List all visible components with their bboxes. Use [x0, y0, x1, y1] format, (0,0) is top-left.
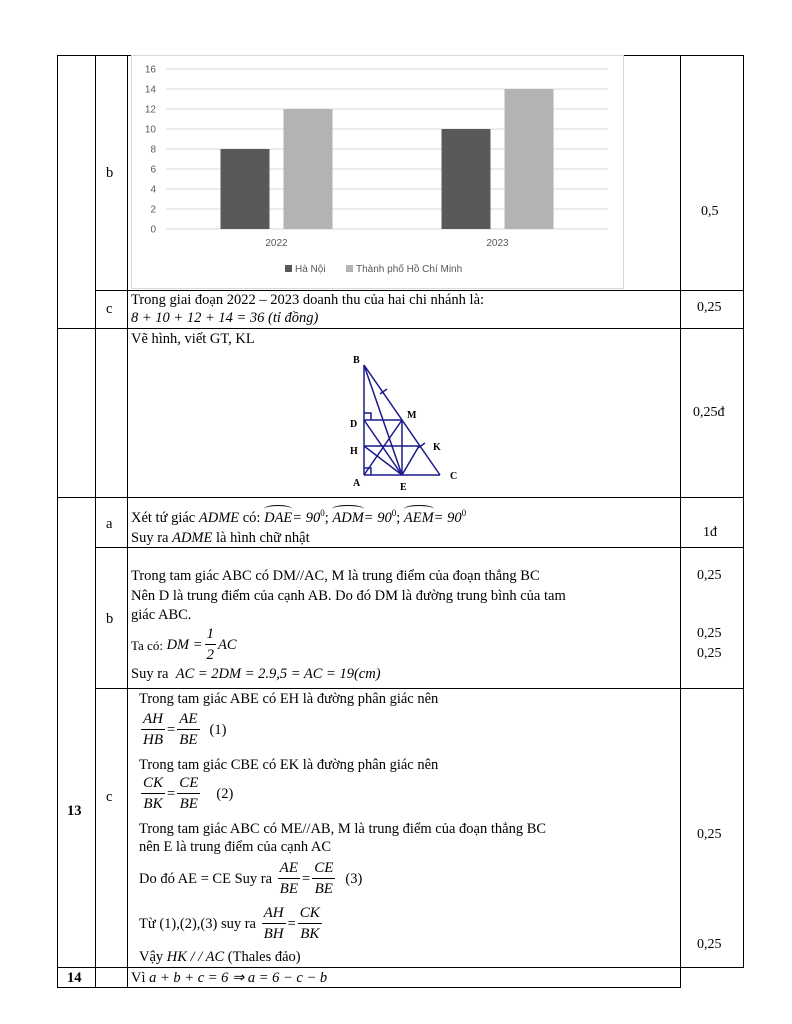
part-label-13a: a — [106, 516, 113, 532]
q13b-line3: giác ABC. — [131, 607, 192, 623]
col-border — [127, 55, 128, 988]
row-divider — [57, 497, 743, 498]
row-c-text-line2: 8 + 10 + 12 + 14 = 36 (tỉ đồng) — [131, 310, 319, 326]
right-angle-mark-d — [364, 413, 371, 420]
bar-chart — [131, 55, 624, 289]
part-label-13c: c — [106, 789, 113, 805]
x-tick-label: 2022 — [265, 238, 288, 249]
figure-label-b: B — [353, 355, 360, 366]
col-border — [743, 55, 744, 968]
row-label-c: c — [106, 301, 113, 317]
legend-swatch — [285, 265, 292, 272]
question-number-13: 13 — [67, 803, 82, 819]
q13b-line2: Nên D là trung điểm của cạnh AB. Do đó DM là đường trung bình của tam — [131, 588, 566, 604]
y-tick-label: 0 — [150, 224, 156, 236]
score-13b-2: 0,25 — [697, 626, 722, 641]
score-13b-3: 0,25 — [697, 646, 722, 661]
score-row-b: 0,5 — [701, 204, 719, 219]
table-border-bottom — [57, 987, 680, 988]
legend-swatch — [346, 265, 353, 272]
score-13a: 1đ — [703, 525, 717, 540]
q13c-line2: Trong tam giác CBE có EK là đường phân giác nên — [139, 757, 439, 773]
q13c-line6: Từ (1),(2),(3) suy ra $\frac{AH}{BH}$ = $\frac{CK}{BK}$ — [139, 905, 320, 942]
q13c-line3: Trong tam giác ABC có ME//AB, M là trung điểm của đoạn thẳng BC — [139, 821, 547, 837]
y-tick-label: 10 — [144, 124, 156, 136]
y-tick-label: 2 — [150, 204, 156, 216]
row-divider — [95, 290, 743, 291]
y-tick-label: 6 — [150, 164, 156, 176]
q13c-line1: Trong tam giác ABE có EH là đường phân giác nên — [139, 691, 439, 707]
figure-label-k: K — [433, 442, 441, 453]
y-tick-label: 4 — [150, 184, 156, 196]
q13a-line1: Xét tứ giác ADME có: $DAE= 90^0$; $ADM= 90^0$; $AEM= 90^0$ — [131, 508, 467, 526]
bar — [442, 129, 491, 229]
col-border — [95, 55, 96, 988]
q13a-line2: Suy ra ADME là hình chữ nhật — [131, 530, 310, 546]
figure-row-text: Vẽ hình, viết GT, KL — [131, 331, 255, 347]
segment-ek — [402, 446, 419, 475]
q13b-line4: Ta có: DM = $\frac{1}{2}$ AC — [131, 626, 237, 663]
bar-chart-svg — [132, 56, 623, 288]
row-label-b: b — [106, 165, 114, 181]
row-divider — [95, 688, 743, 689]
bar — [505, 89, 554, 229]
score-13c-1: 0,25 — [697, 827, 722, 842]
q13b-line1: Trong tam giác ABC có DM//AC, M là trung điểm của đoạn thẳng BC — [131, 568, 540, 584]
y-tick-label: 12 — [144, 104, 156, 116]
figure-label-h: H — [350, 446, 358, 457]
score-row-c: 0,25 — [697, 300, 722, 315]
score-figure-row: 0,25đ — [693, 405, 725, 420]
q13b-line5: Suy ra AC = 2DM = 2.9,5 = AC = 19(cm) — [131, 666, 381, 682]
q13c-line5: Do đó AE = CE Suy ra $\frac{AE}{BE}$ = $\frac{CE}{BE}$ (3) — [139, 860, 363, 897]
legend-label: Thành phố Hồ Chí Minh — [356, 264, 463, 275]
figure-label-m: M — [407, 410, 417, 421]
x-tick-label: 2023 — [486, 238, 509, 249]
q13c-formula2: $\frac{CK}{BK}$ = $\frac{CE}{BE}$ (2) — [143, 775, 234, 812]
part-label-13b: b — [106, 611, 114, 627]
row-divider — [95, 547, 743, 548]
q13c-formula1: $\frac{AH}{HB}$ = $\frac{AE}{BE}$ (1) — [143, 711, 227, 748]
q14-line1: Vì a + b + c = 6 ⇒ a = 6 − c − b — [131, 970, 328, 986]
row-c-text-line1: Trong giai đoạn 2022 – 2023 doanh thu của hai chi nhánh là: — [131, 292, 485, 308]
q13c-line4: nên E là trung điểm của cạnh AC — [139, 839, 332, 855]
row-divider — [57, 967, 743, 968]
question-number-14: 14 — [67, 970, 82, 986]
col-border — [680, 55, 681, 988]
q13c-line7: Vậy HK / / AC (Thales đảo) — [139, 949, 301, 965]
bar — [284, 109, 333, 229]
col-border — [57, 55, 58, 988]
figure-label-c: C — [450, 471, 458, 482]
legend-label: Hà Nội — [295, 264, 326, 275]
y-tick-label: 16 — [144, 64, 156, 76]
y-tick-label: 8 — [150, 144, 156, 156]
row-divider — [57, 328, 743, 329]
bar — [221, 149, 270, 229]
figure-label-d: D — [350, 419, 358, 430]
score-13c-2: 0,25 — [697, 937, 722, 952]
y-tick-label: 14 — [144, 84, 156, 96]
fraction-one-half: $\frac{1}{2}$ — [206, 626, 215, 663]
figure-label-a: A — [353, 478, 361, 489]
figure-label-e: E — [400, 482, 407, 493]
score-13b-1: 0,25 — [697, 568, 722, 583]
geometry-figure — [340, 350, 470, 495]
